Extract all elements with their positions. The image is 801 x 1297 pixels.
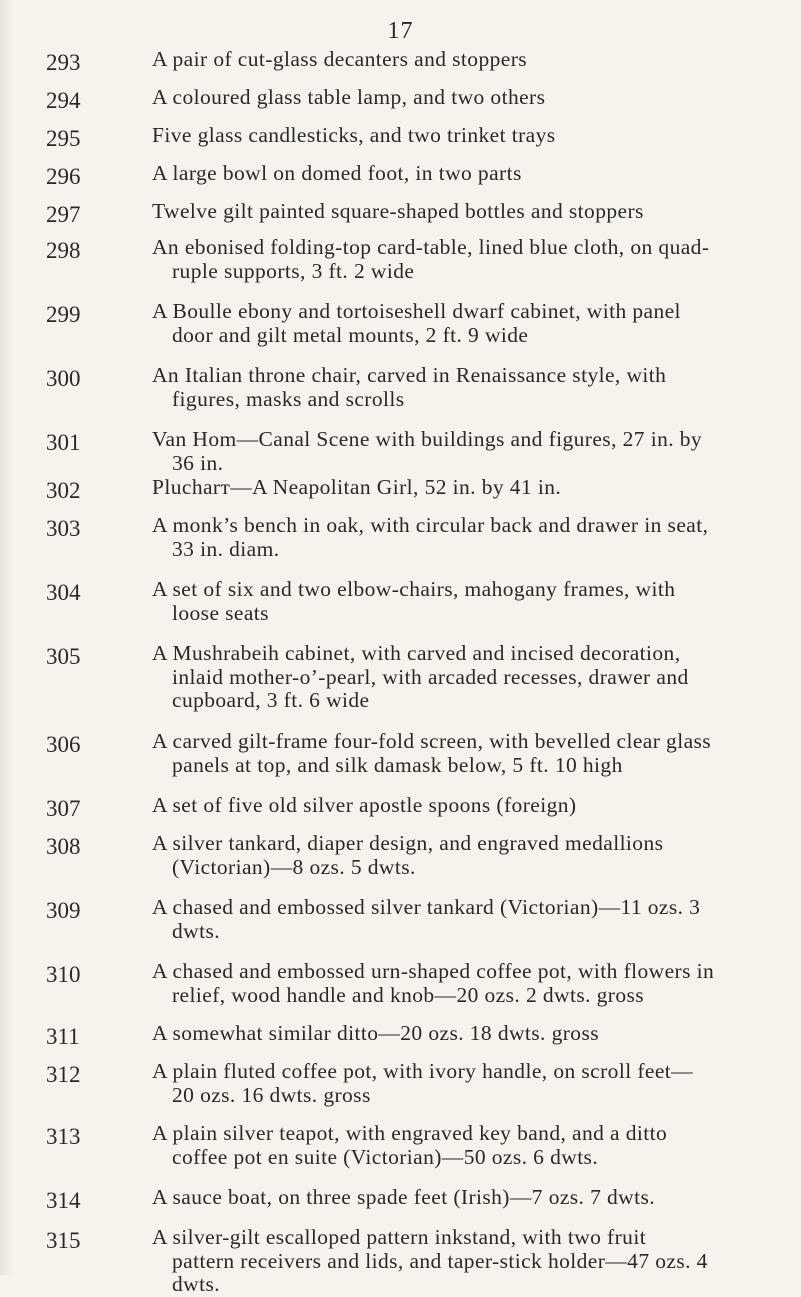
lot-number: 314 xyxy=(46,1188,81,1213)
lot-number: 308 xyxy=(46,834,81,859)
lot-description-line: A chased and embossed urn-shaped coffee pot, with flowers in xyxy=(152,959,715,983)
lot-description xyxy=(152,959,775,1007)
lot-description: A coloured glass table lamp, and two others xyxy=(152,85,546,109)
lot-description xyxy=(152,641,775,713)
lot-number: 301 xyxy=(46,430,81,455)
lot-number: 302 xyxy=(46,478,81,503)
lot-description xyxy=(152,1121,775,1169)
lot-number: 310 xyxy=(46,962,81,987)
lot-description xyxy=(152,235,775,283)
lot-description: A somewhat similar ditto—20 ozs. 18 dwts. gross xyxy=(152,1021,599,1045)
lot-description-line: dwts. xyxy=(172,1272,220,1296)
lot-description-line: Van Hom—Canal Scene with buildings and figures, 27 in. by xyxy=(152,427,703,451)
lot-description: A sauce boat, on three spade feet (Irish)—7 ozs. 7 dwts. xyxy=(152,1185,656,1209)
lot-description-line: cupboard, 3 ft. 6 wide xyxy=(172,688,370,712)
page-number: 17 xyxy=(387,18,414,44)
lot-number: 294 xyxy=(46,88,81,113)
lot-number: 293 xyxy=(46,50,81,75)
lot-description-line: A silver tankard, diaper design, and engraved medallions xyxy=(152,831,664,855)
lot-description: Five glass candlesticks, and two trinket trays xyxy=(152,123,556,147)
lot-description-line: ruple supports, 3 ft. 2 wide xyxy=(172,258,415,283)
lot-description xyxy=(152,363,775,411)
lot-description xyxy=(152,1059,775,1107)
lot-description: A large bowl on domed foot, in two parts xyxy=(152,161,522,185)
lot-description xyxy=(152,427,775,475)
lot-description-line: relief, wood handle and knob—20 ozs. 2 dwts. gross xyxy=(172,982,645,1007)
page-edge-shadow xyxy=(0,0,14,1275)
lot-description xyxy=(152,1225,775,1297)
lot-description: Twelve gilt painted square-shaped bottles and stoppers xyxy=(152,199,644,223)
lot-number: 306 xyxy=(46,732,81,757)
lot-number: 299 xyxy=(46,302,81,327)
lot-description xyxy=(152,513,775,561)
lot-description xyxy=(152,831,775,879)
lot-number: 312 xyxy=(46,1062,81,1087)
lot-description-line: 33 in. diam. xyxy=(172,536,280,561)
lot-description-line: 36 in. xyxy=(172,450,224,475)
lot-description-line: door and gilt metal mounts, 2 ft. 9 wide xyxy=(172,322,529,347)
lot-number: 313 xyxy=(46,1124,81,1149)
lot-description-line: coffee pot en suite (Victorian)—50 ozs. 6 dwts. xyxy=(172,1144,599,1169)
lot-description-line: dwts. xyxy=(172,918,220,943)
lot-description-line: loose seats xyxy=(172,600,269,625)
lot-number: 309 xyxy=(46,898,81,923)
lot-description-line: An ebonised folding-top card-table, lined blue cloth, on quad- xyxy=(152,235,710,259)
lot-description xyxy=(152,729,775,777)
lot-number: 297 xyxy=(46,202,81,227)
lot-number: 298 xyxy=(46,238,81,263)
lot-description-line: A carved gilt-frame four-fold screen, with bevelled clear glass xyxy=(152,729,712,753)
lot-description-line: A Boulle ebony and tortoiseshell dwarf cabinet, with panel xyxy=(152,299,681,323)
lot-description-line: pattern receivers and lids, and taper-stick holder—47 ozs. 4 xyxy=(172,1248,708,1273)
lot-description-line: A set of six and two elbow-chairs, mahogany frames, with xyxy=(152,577,676,601)
lot-description-line: panels at top, and silk damask below, 5 ft. 10 high xyxy=(172,752,623,777)
lot-description-line: A monk’s bench in oak, with circular back and drawer in seat, xyxy=(152,513,709,537)
lot-description xyxy=(152,299,775,347)
lot-description: Plucharт—A Neapolitan Girl, 52 in. by 41 in. xyxy=(152,475,562,499)
lot-number: 307 xyxy=(46,796,81,821)
lot-description-line: inlaid mother-o’-pearl, with arcaded recesses, drawer and xyxy=(172,664,689,689)
lot-description-line: A plain silver teapot, with engraved key band, and a ditto xyxy=(152,1121,668,1145)
lot-number: 300 xyxy=(46,366,81,391)
lot-description-line: A Mushrabeih cabinet, with carved and incised decoration, xyxy=(152,641,681,665)
lot-description-line: An Italian throne chair, carved in Renaissance style, with xyxy=(152,363,667,387)
lot-description xyxy=(152,577,775,625)
lot-number: 296 xyxy=(46,164,81,189)
lot-description xyxy=(152,895,775,943)
lot-number: 305 xyxy=(46,644,81,669)
lot-description-line: 20 ozs. 16 dwts. gross xyxy=(172,1082,371,1107)
lot-number: 304 xyxy=(46,580,81,605)
lot-description: A pair of cut-glass decanters and stoppers xyxy=(152,47,528,71)
lot-description-line: A plain fluted coffee pot, with ivory handle, on scroll feet— xyxy=(152,1059,694,1083)
lot-description-line: A silver-gilt escalloped pattern inkstand, with two fruit xyxy=(152,1225,647,1249)
lot-description-line: (Victorian)—8 ozs. 5 dwts. xyxy=(172,854,416,879)
lot-description-line: figures, masks and scrolls xyxy=(172,386,405,411)
lot-description-line: A chased and embossed silver tankard (Victorian)—11 ozs. 3 xyxy=(152,895,701,919)
lot-number: 315 xyxy=(46,1228,81,1253)
lot-number: 311 xyxy=(46,1024,80,1049)
lot-number: 303 xyxy=(46,516,81,541)
lot-number: 295 xyxy=(46,126,81,151)
lot-description: A set of five old silver apostle spoons (foreign) xyxy=(152,793,577,817)
